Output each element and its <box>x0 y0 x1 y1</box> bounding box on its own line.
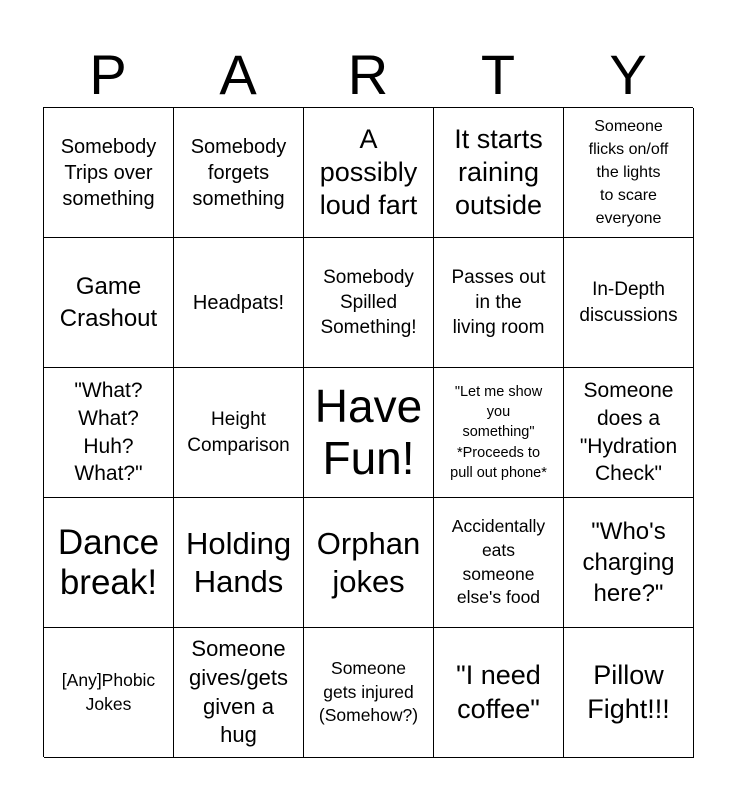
bingo-cell[interactable]: [Any]Phobic Jokes <box>44 628 174 758</box>
header-letter-r: R <box>347 43 389 106</box>
bingo-cell[interactable]: In-Depth discussions <box>564 238 694 368</box>
bingo-cell[interactable]: Somebody Trips over something <box>44 108 174 238</box>
bingo-cell[interactable]: Passes out in the living room <box>434 238 564 368</box>
bingo-cell[interactable]: "What? What? Huh? What?" <box>44 368 174 498</box>
header-letter-a: A <box>219 43 257 106</box>
header-letter-t: T <box>480 43 516 106</box>
header-letter-y: Y <box>609 43 647 106</box>
bingo-cell[interactable]: Game Crashout <box>44 238 174 368</box>
bingo-cell[interactable]: Headpats! <box>174 238 304 368</box>
bingo-cell[interactable]: "Who's charging here?" <box>564 498 694 628</box>
bingo-cell[interactable]: Height Comparison <box>174 368 304 498</box>
bingo-cell[interactable]: Someone gives/gets given a hug <box>174 628 304 758</box>
bingo-cell[interactable]: Someone flicks on/off the lights to scare everyone <box>564 108 694 238</box>
bingo-cell[interactable]: Pillow Fight!!! <box>564 628 694 758</box>
bingo-cell[interactable]: Accidentally eats someone else's food <box>434 498 564 628</box>
bingo-cell[interactable]: Holding Hands <box>174 498 304 628</box>
bingo-cell[interactable]: Somebody Spilled Something! <box>304 238 434 368</box>
bingo-cell[interactable]: Somebody forgets something <box>174 108 304 238</box>
bingo-cell[interactable]: Have Fun! <box>304 368 434 498</box>
bingo-header <box>43 44 693 106</box>
bingo-cell[interactable]: A possibly loud fart <box>304 108 434 238</box>
bingo-cell[interactable]: Orphan jokes <box>304 498 434 628</box>
bingo-cell[interactable]: It starts raining outside <box>434 108 564 238</box>
header-letter-p: P <box>89 43 127 106</box>
bingo-grid <box>43 107 693 757</box>
bingo-cell[interactable]: Someone does a "Hydration Check" <box>564 368 694 498</box>
bingo-cell[interactable]: "Let me show you something" *Proceeds to pull out phone* <box>434 368 564 498</box>
bingo-cell[interactable]: Dance break! <box>44 498 174 628</box>
bingo-cell[interactable]: "I need coffee" <box>434 628 564 758</box>
bingo-cell[interactable]: Someone gets injured (Somehow?) <box>304 628 434 758</box>
